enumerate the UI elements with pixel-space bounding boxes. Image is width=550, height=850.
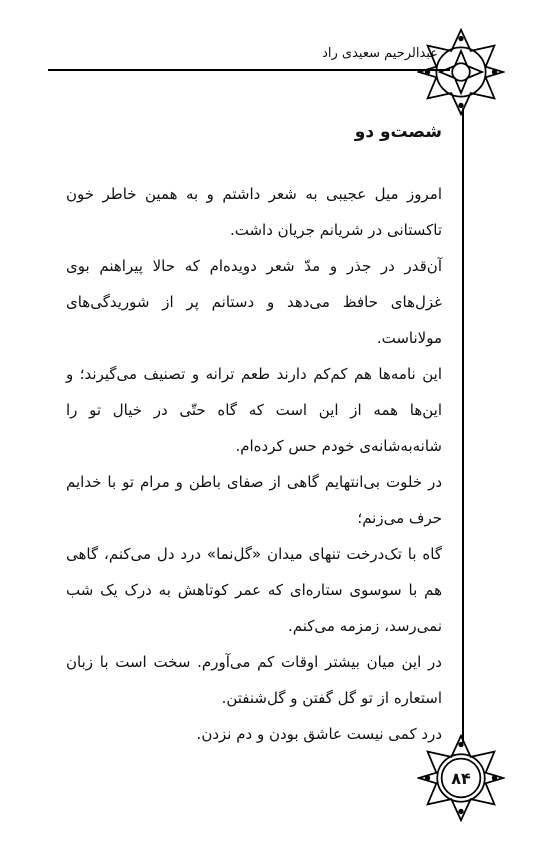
paragraph: گاه با تک‌درخت تنهای میدان «گل‌نما» درد دل می‌کنم، گاهی هم با سوسوی ستاره‌ای که عمر کوتاهش به درک یک شب نمی‌رسد، زمزمه می‌کنم.: [66, 545, 442, 635]
margin-vertical-rule: [462, 108, 464, 743]
header-rule: [48, 69, 450, 71]
paragraph: در خلوت بی‌انتهایم گاهی از صفای باطن و مرام تو با خدایم حرف می‌زنم؛: [66, 473, 442, 527]
star-rosette-ornament-icon: [417, 28, 505, 116]
paragraph: آن‌قدر در جذر و مدّ شعر دویده‌ام که حالا پیراهنم بوی غزل‌های حافظ می‌دهد و دستانم پر از شوریدگی‌های مولاناست.: [66, 257, 442, 347]
body-text: [66, 176, 442, 752]
paragraph: این نامه‌ها هم کم‌کم دارند طعم ترانه و تصنیف می‌گیرند؛ و این‌ها همه از این است که گاه حتّی در خیال تو را شانه‌به‌شانه‌ی خودم حس کرده‌ام.: [66, 365, 442, 455]
section-title: شصت‌و دو: [354, 122, 442, 142]
paragraph: در این میان بیشتر اوقات کم می‌آورم. سخت است با زبان استعاره از تو گل گفتن و گل‌شنفتن.: [66, 653, 442, 707]
running-header-author: عبدالرحیم سعیدی راد: [322, 46, 438, 61]
paragraph: امروز میل عجیبی به شعر داشتم و به همین خاطر خون تاکستانی در شریانم جریان داشت.: [66, 185, 442, 239]
paragraph: درد کمی نیست عاشق بودن و دم نزدن.: [196, 725, 442, 743]
page-number: ۸۴: [451, 768, 471, 788]
